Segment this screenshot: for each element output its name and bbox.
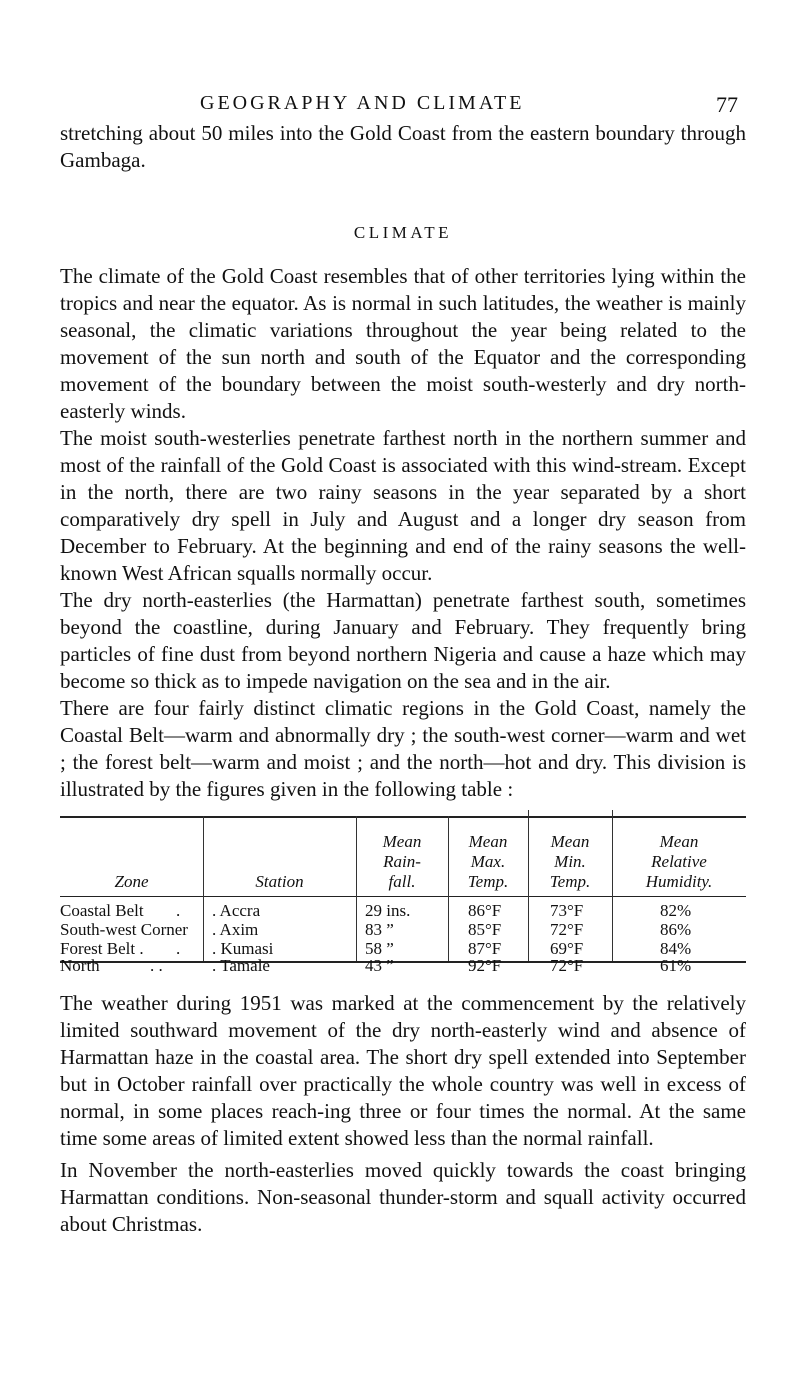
cell-min-temp: 69°F <box>550 939 584 958</box>
paragraph: The dry north-easterlies (the Harmattan) penetrate farthest south, sometimes beyond the coastline, during January and February. They frequently bring particles of fine dust from beyond northern Nigeria and cause a haze which may become so thick as to impede navigation on the sea and in the air. <box>60 588 746 693</box>
column-header-rainfall: Mean Rain- fall. <box>382 832 422 891</box>
cell-max-temp: 85°F <box>468 920 502 939</box>
paragraph: The weather during 1951 was marked at the commencement by the relatively limited southward movement of the dry north-easterly wind and absence of Harmattan haze in the coastal area. The short dry spell extended into September but in October rainfall over practically the whole country was well in excess of normal, in some places reach-ing three or four times the normal. At the same time some areas of limited extent showed less than the normal rainfall. <box>60 991 746 1150</box>
column-header-zone: Zone <box>114 872 149 891</box>
intro-paragraph: stretching about 50 miles into the Gold Coast from the eastern boundary through Gambaga. <box>60 121 746 172</box>
cell-zone-leader: . <box>176 939 181 958</box>
climate-table <box>60 816 746 975</box>
cell-rainfall: 58 ” <box>365 939 394 958</box>
column-header-min-temp: Mean Min. Temp. <box>549 832 591 891</box>
paragraph: The moist south-westerlies penetrate farthest north in the northern summer and most of the rainfall of the Gold Coast is associated with this wind-stream. Except in the north, there are two rainy seasons in the year separated by a short comparatively dry spell in July and August and a longer dry season from December to February. At the beginning and end of the rainy seasons the well-known West African squalls normally occur. <box>60 426 746 585</box>
intro-text <box>60 120 746 174</box>
cell-max-temp: 92°F <box>468 956 502 975</box>
table-rule-bottom <box>60 961 746 963</box>
column-header-humidity: Mean Relative Humidity. <box>645 832 713 891</box>
cell-zone: Coastal Belt <box>60 901 144 920</box>
cell-min-temp: 72°F <box>550 956 584 975</box>
cell-max-temp: 86°F <box>468 901 502 920</box>
cell-zone: Forest Belt . <box>60 939 144 958</box>
cell-humidity: 86% <box>660 920 692 939</box>
running-head <box>200 92 738 122</box>
cell-station: . Kumasi <box>212 939 274 958</box>
cell-zone-leader: . <box>176 901 181 920</box>
table-rule-header <box>60 896 746 897</box>
cell-humidity: 82% <box>660 901 692 920</box>
cell-station: . Accra <box>212 901 261 920</box>
cell-rainfall: 83 ” <box>365 920 394 939</box>
section-heading: CLIMATE <box>353 223 453 242</box>
page-number: 77 <box>716 92 738 117</box>
cell-zone-leader: . . <box>150 956 163 975</box>
cell-rainfall: 29 ins. <box>365 901 411 920</box>
cell-max-temp: 87°F <box>468 939 502 958</box>
cell-humidity: 61% <box>660 956 692 975</box>
cell-humidity: 84% <box>660 939 692 958</box>
cell-station: . Axim <box>212 920 259 939</box>
cell-min-temp: 72°F <box>550 920 584 939</box>
paragraph: The climate of the Gold Coast resembles that of other territories lying within the tropics and near the equator. As is normal in such latitudes, the weather is mainly seasonal, the climatic variations throughout the year being related to the movement of the sun north and south of the Equator and the corresponding movement of the boundary between the moist south-westerly and dry north-easterly winds. <box>60 264 746 423</box>
column-header-station: Station <box>255 872 304 891</box>
climate-body <box>60 263 746 803</box>
cell-zone: North <box>60 956 100 975</box>
paragraph: In November the north-easterlies moved quickly towards the coast bringing Harmattan conditions. Non-seasonal thunder-storm and squall activity occurred about Christmas. <box>60 1158 746 1236</box>
cell-station: . Tamale <box>212 956 270 975</box>
paragraph: There are four fairly distinct climatic regions in the Gold Coast, namely the Coastal Belt—warm and abnormally dry ; the south-west corner—warm and wet ; the forest belt—warm and moist ; and the north—hot and dry. This division is illustrated by the figures given in the following table : <box>60 696 746 801</box>
cell-zone: South-west Corner <box>60 920 188 939</box>
cell-rainfall: 43 ” <box>365 956 394 975</box>
table-rule-top <box>60 816 746 818</box>
weather-1951-body <box>60 990 746 1238</box>
column-header-max-temp: Mean Max. Temp. <box>467 832 509 891</box>
cell-min-temp: 73°F <box>550 901 584 920</box>
running-title: GEOGRAPHY AND CLIMATE <box>200 92 525 114</box>
